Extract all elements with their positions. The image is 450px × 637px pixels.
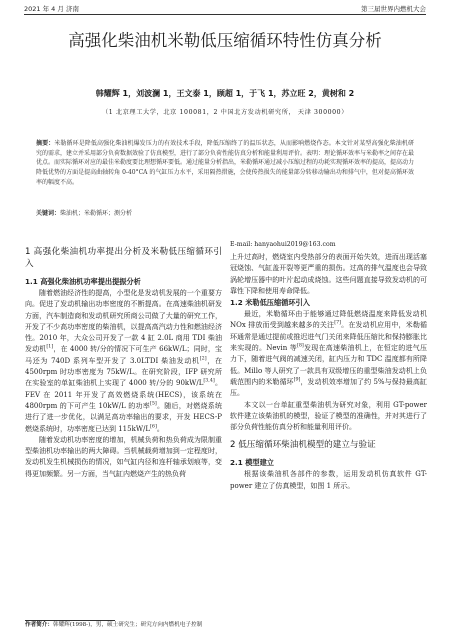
paragraph: 上升过高时，燃烧室内受热部分的表面开始失效，进而出现活塞冠烧蚀、气缸盖开裂等更严重的损伤。过高的排气温度也会导致涡轮增压器中的叶片起动成烧蚀。这些问题直接导致发动机的可靠性下降和使用寿命降低。 <box>230 253 427 295</box>
citation[interactable]: [3,4] <box>203 379 215 385</box>
citation[interactable]: [1] <box>46 345 54 351</box>
keywords-label: 关键词： <box>36 210 61 217</box>
citation[interactable]: [6] <box>150 424 157 430</box>
paragraph: 随着燃油经济性的提高，小型化是发动机发展的一个重要方向。促进了发动机输出功率密度的不断提高。在高速柴油机研发方面，汽车制造商和发动机研究所商公司做了大量的研究工作，开发了不少高功率密度的柴油机，以提高高汽动力性和燃油经济性。2010 年，大众公司开发了一款 4 缸 2.0L 商用 TDI 柴油发动机[1]，在 4000 转/分的情况下可生产 66kW/L；同时，宝马还为 740D 系列车型开发了 3.0LTDI 柴油发动机[2]，在 4500rpm 时功率密度为 75kW/L。在研究阶段，IFP 研究所在实验室的单缸柴油机上实现了 4000 转/分的 90kW/L[3,4]。FEV 在 2011 年开发了高效燃烧系统(HECS)，该系统在 4800rpm 的下可产生 10kW/L 的功率[5]。随后，对燃烧系统进行了进一步优化，以满足高功率输出的要求，开发 HECS-P 燃烧系统时，功率密度已达到 115kW/L[6]。 <box>25 289 223 433</box>
abstract-label: 摘要： <box>36 140 55 147</box>
citation[interactable]: [5] <box>150 401 157 407</box>
keywords <box>36 209 414 218</box>
paragraph: 本文以一台单缸重型柴油机为研究对象，利用 GT-power 软件建立该柴油机的模型，验证了模型的准确性，并对其进行了部分负荷性能仿真分析和能量利用评价。 <box>230 400 427 432</box>
footnote <box>25 622 222 629</box>
section-1-heading: 1 高强化柴油机功率提出分析及米勒低压缩循环引入 <box>25 247 222 269</box>
authors: 韩耀辉 1，刘波澜 1，王文泰 1，顾超 1，于飞 1，苏立旺 2，黄树和 2 <box>95 89 355 98</box>
header-rule <box>24 14 426 15</box>
section-2-1-heading: 2.1 模型建立 <box>230 458 274 468</box>
paragraph: 随着发动机功率密度的增加，机械负荷和热负荷成为限制重型柴油机功率输出的两大障碍。当机械载荷增加到一定程度时，发动机发生机械损伤的情况，如气缸内径和连杆轴承划痕等，变得更加频繁。另一方面，当气缸内燃烧产生的热负荷 <box>25 435 222 478</box>
footnote-rule <box>25 620 115 621</box>
citation[interactable]: [2] <box>199 356 207 362</box>
footnote-text: 韩耀辉(1998-)，男，硕士研究生；研究方向内燃机电子控制 <box>52 622 203 628</box>
header-right: 第三届世界内燃机大会 <box>361 5 426 13</box>
affiliation: （1 北京理工大学，北京 100081，2 中国北方发动机研究所， 天津 300000） <box>101 109 349 116</box>
abstract <box>36 139 414 188</box>
right-column <box>230 240 427 492</box>
footnote-label: 作者简介： <box>25 622 53 628</box>
header-left: 2021 年 4 月 济南 <box>24 5 79 13</box>
citation[interactable]: [8] <box>296 343 304 349</box>
section-1-2-heading: 1.2 米勒低压缩循环引入 <box>230 298 310 308</box>
citation[interactable]: [9] <box>293 377 301 383</box>
section-2-heading: 2 低压缩循环柴油机模型的建立与验证 <box>230 440 376 451</box>
running-header <box>24 4 426 14</box>
keywords-text: 柴油机；米勒循环；测分析 <box>60 210 133 217</box>
paragraph: 最近，米勒循环由于能够通过降低燃烧温度来降低发动机 NOx 排放而受到越来越多的关注[7]。在发动机应用中，米勒循环通常是通过提前或推迟进气门关闭来降低压缩比和保持膨胀比来实现的。Nevin 等[8]发现在高速柴油机上，在恒定的进气压力下，随着进气阀的减速关闭，缸内压力和 TDC 温度都有所降低。Millo 等人研究了一款具有双级增压的重型柴油发动机上负载范围内的米勒循环[9]，发动机效率增加了约 5%与保持最高缸压。 <box>230 310 427 398</box>
paragraph: 根据该柴油机各部件的参数，运用发动机仿真软件 GT-power 建立了仿真模型，如图 1 所示。 <box>230 470 427 490</box>
paper-title: 高强化柴油机米勒低压缩循环特性仿真分析 <box>68 31 382 50</box>
abstract-text: 米勒循环是降低高强化柴油机爆发压力的有效技术手段，降低压缩终了的温压状态，从而影响燃烧作态。本文针对某型高强化柴油机研究的需求，建立并采用部分负荷数据效验了仿真模型，进行了部分负荷性能仿真分析和能量利用评价。表明：理论循环效率与米勒率之间存在最优点。而实际循环对应的最佳米勒度要比理想循环要低。通过能量分析指出，米勒循环通过减小压缩过程的功耗实现循环效率的提高，提高动力降低优势的方面是提高曲轴转角 0-40°CA 的气缸压力水平，采用隔热措施，会使传热损失的能量部分转移动输出功和排气中，但对提高循环效率的幅度不高。 <box>36 140 415 186</box>
section-1-1-heading: 1.1 高强化柴油机功率提出提振分析 <box>25 277 141 286</box>
author-email[interactable]: E-mail: hanyaohui2019@163.com <box>230 241 336 248</box>
left-column <box>25 246 222 480</box>
citation[interactable]: [7] <box>334 321 341 327</box>
